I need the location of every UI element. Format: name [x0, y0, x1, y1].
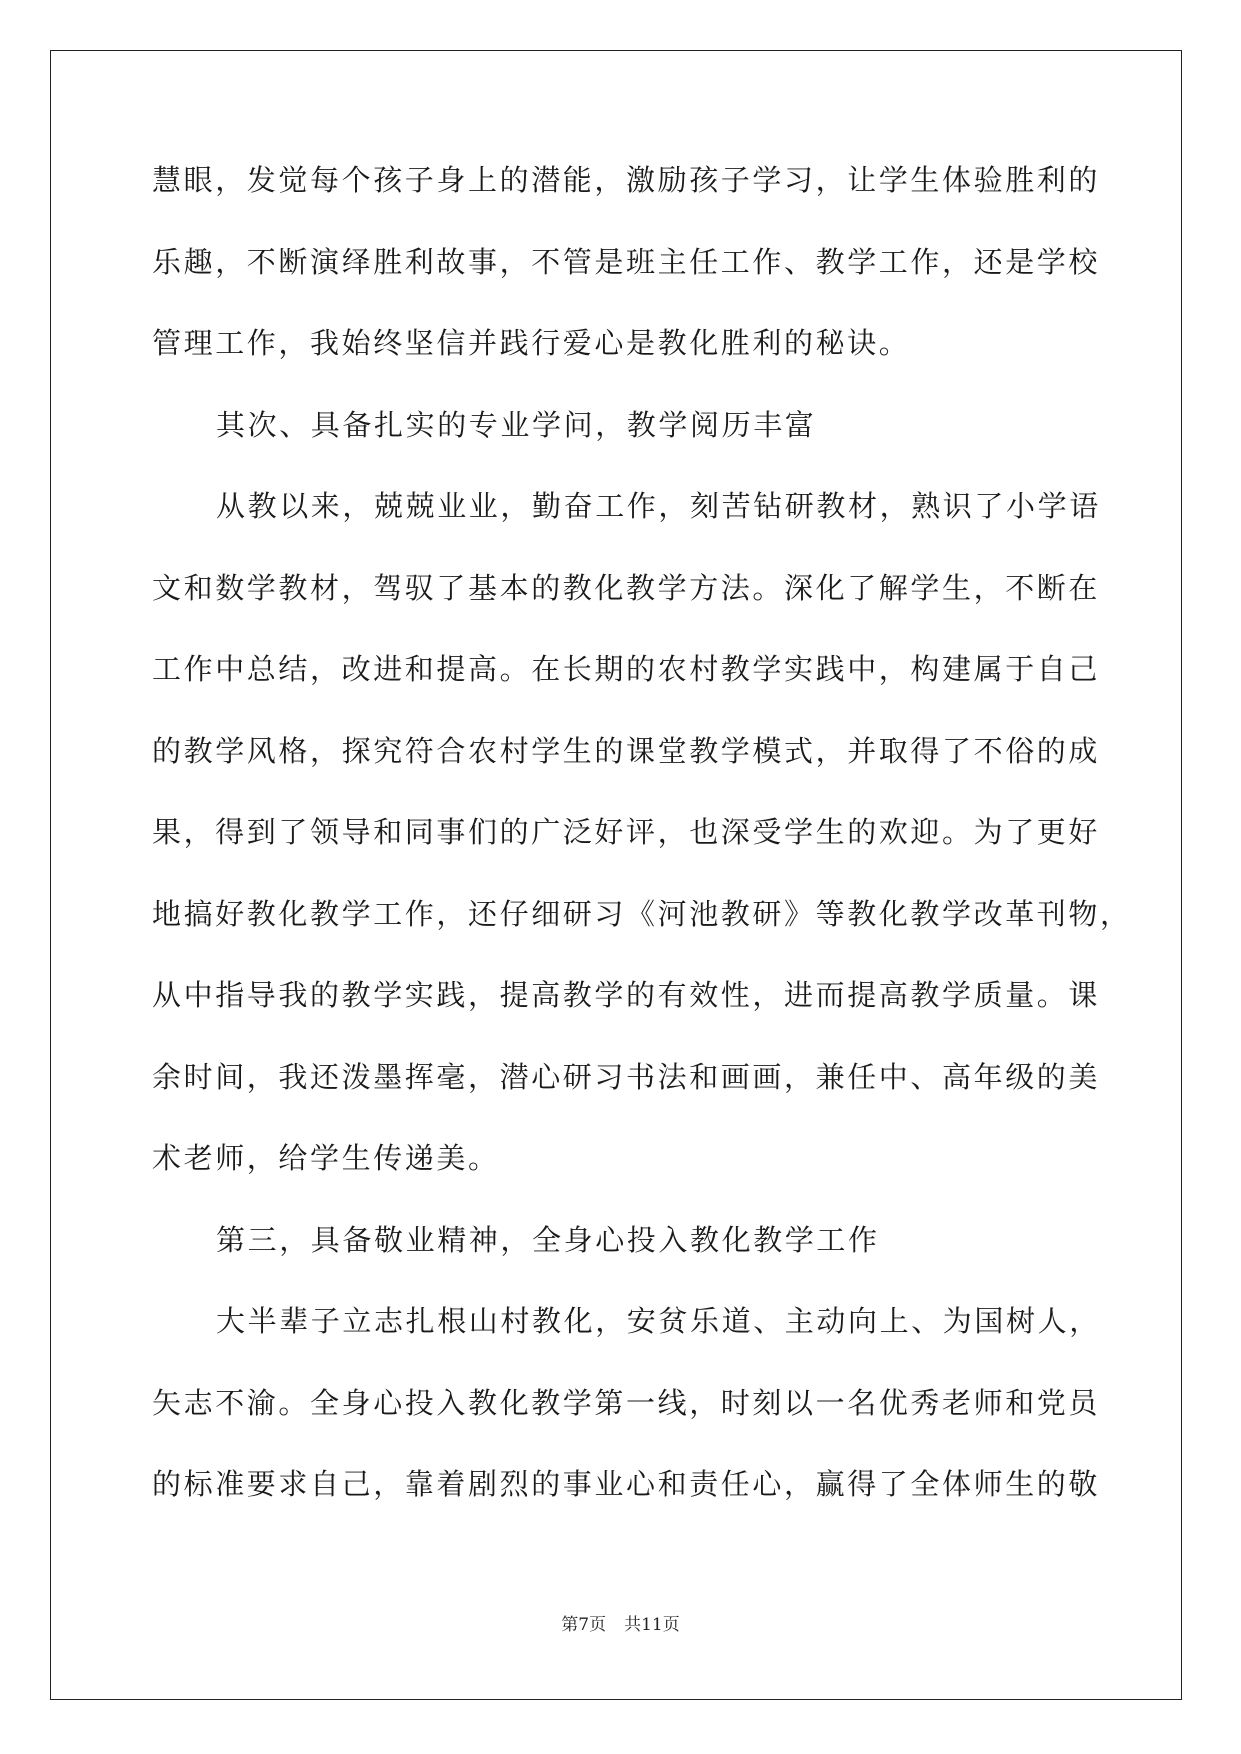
paragraph-line: 从中指导我的教学实践，提高教学的有效性，进而提高教学质量。课: [152, 978, 1101, 1012]
paragraph-line: 乐趣，不断演绎胜利故事，不管是班主任工作、教学工作，还是学校: [152, 244, 1101, 279]
paragraph-line: 的标准要求自己，靠着剧烈的事业心和责任心，赢得了全体师生的敬: [152, 1467, 1101, 1501]
paragraph-line: 的教学风格，探究符合农村学生的课堂教学模式，并取得了不俗的成: [152, 733, 1101, 768]
paragraph-line: 管理工作，我始终坚信并践行爱心是教化胜利的秘诀。: [152, 326, 911, 360]
paragraph-line: 地搞好教化教学工作，还仔细研习《河池教研》等教化教学改革刊物，: [152, 896, 1132, 931]
paragraph-line: 术老师，给学生传递美。: [152, 1141, 500, 1175]
paragraph-line: 矢志不渝。全身心投入教化教学第一线，时刻以一名优秀老师和党员: [152, 1385, 1101, 1420]
paragraph-line: 果，得到了领导和同事们的广泛好评，也深受学生的欢迎。为了更好: [152, 815, 1101, 849]
paragraph-line: 慧眼，发觉每个孩子身上的潜能，激励孩子学习，让学生体验胜利的: [152, 163, 1101, 197]
page-number: 第7页: [561, 1615, 607, 1635]
document-body: [152, 160, 1132, 1546]
page-total: 共11页: [624, 1615, 680, 1635]
paragraph-line: 大半辈子立志扎根山村教化，安贫乐道、主动向上、为国树人，: [216, 1304, 1101, 1338]
section-heading: 其次、具备扎实的专业学问，教学阅历丰富: [216, 407, 817, 442]
section-heading: 第三，具备敬业精神，全身心投入教化教学工作: [216, 1222, 880, 1257]
paragraph-line: 从教以来，兢兢业业，勤奋工作，刻苦钻研教材，熟识了小学语: [216, 489, 1101, 523]
page-footer: [0, 1610, 1241, 1635]
paragraph-line: 文和数学教材，驾驭了基本的教化教学方法。深化了解学生，不断在: [152, 570, 1101, 605]
paragraph-line: 余时间，我还泼墨挥毫，潜心研习书法和画画，兼任中、高年级的美: [152, 1059, 1101, 1094]
paragraph-line: 工作中总结，改进和提高。在长期的农村教学实践中，构建属于自己: [152, 652, 1101, 686]
